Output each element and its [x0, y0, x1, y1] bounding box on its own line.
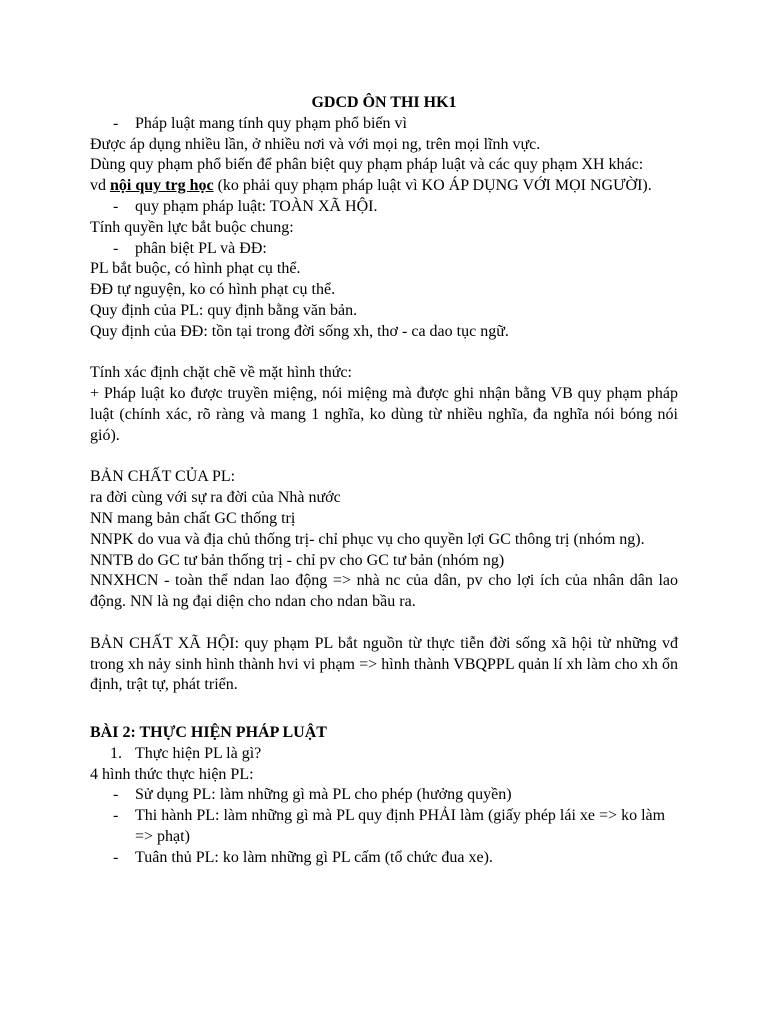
dash-marker: -: [113, 239, 119, 257]
bullet-text: Tuân thủ PL: ko làm những gì PL cấm (tổ chức đua xe).: [135, 848, 493, 866]
bullet-text: quy phạm pháp luật: TOÀN XÃ HỘI.: [135, 197, 378, 215]
paragraph: NN mang bản chất GC thống trị: [90, 509, 296, 527]
paragraph: Quy định của ĐĐ: tồn tại trong đời sống xh, thơ - ca dao tục ngữ.: [90, 322, 509, 340]
bullet-item: [90, 785, 678, 806]
dash-marker: -: [113, 786, 119, 804]
bullet-item: [90, 114, 678, 135]
paragraph: PL bắt buộc, có hình phạt cụ thể.: [90, 260, 301, 278]
emphasis-text: nội quy trg học: [110, 177, 214, 195]
bullet-text: Sử dụng PL: làm những gì mà PL cho phép (hưởng quyền): [135, 786, 512, 804]
text-run: (ko phải quy phạm pháp luật vì KO ÁP DỤNG VỚI MỌI NGƯỜI).: [213, 177, 652, 195]
text-run: vd: [90, 177, 110, 195]
paragraph: [90, 176, 678, 197]
paragraph: Tính xác định chặt chẽ về mặt hình thức:: [90, 364, 352, 382]
blank-line: [90, 613, 678, 634]
bullet-item: [90, 197, 678, 218]
bullet-item: [90, 848, 678, 869]
bullet-text: Pháp luật mang tính quy phạm phổ biến vì: [135, 114, 407, 132]
dash-marker: -: [113, 848, 119, 866]
paragraph: Quy định của PL: quy định bằng văn bản.: [90, 301, 358, 319]
paragraph: 4 hình thức thực hiện PL:: [90, 765, 254, 783]
dash-marker: -: [113, 807, 119, 825]
document-title: GDCD ÔN THI HK1: [311, 94, 457, 111]
paragraph: BẢN CHẤT XÃ HỘI: quy phạm PL bắt nguồn từ thực tiễn đời sống xã hội từ những vđ trong xh nảy sinh hình thành hvi vi phạm => hình thành VBQPPL quản lí xh làm cho xh ổn định, trật tự, phát triển.: [90, 634, 678, 694]
blank-line: [90, 343, 678, 364]
paragraph: NNTB do GC tư bản thống trị - chỉ pv cho GC tư bản (nhóm ng): [90, 551, 505, 569]
paragraph: NNXHCN - toàn thể ndan lao động => nhà nc của dân, pv cho lợi ích của nhân dân lao động. NN là ng đại diện cho ndan cho ndan bầu ra.: [90, 572, 678, 611]
numbered-item: [90, 744, 678, 765]
paragraph: Được áp dụng nhiều lần, ở nhiều nơi và với mọi ng, trên mọi lĩnh vực.: [90, 135, 541, 153]
paragraph: ĐĐ tự nguyện, ko có hình phạt cụ thể.: [90, 281, 336, 299]
paragraph: Dùng quy phạm phổ biến để phân biệt quy phạm pháp luật và các quy phạm XH khác:: [90, 156, 644, 174]
numbered-text: Thực hiện PL là gì?: [135, 744, 262, 762]
blank-line: [90, 447, 678, 468]
paragraph: + Pháp luật ko được truyền miệng, nói miệng mà được ghi nhận bằng VB quy phạm pháp luật (chính xác, rõ ràng và mang 1 nghĩa, ko dùng từ nhiều nghĩa, đa nghĩa nói bóng nói gió).: [90, 385, 678, 444]
paragraph: Tính quyền lực bắt buộc chung:: [90, 218, 294, 236]
bullet-item: [90, 806, 678, 848]
bullet-item: [90, 239, 678, 260]
section-heading: BẢN CHẤT CỦA PL:: [90, 468, 236, 486]
bullet-text: phân biệt PL và ĐĐ:: [135, 239, 267, 257]
blank-line: [90, 696, 678, 717]
dash-marker: -: [113, 197, 119, 215]
document-page: [90, 93, 678, 868]
lesson-heading: BÀI 2: THỰC HIỆN PHÁP LUẬT: [90, 723, 327, 741]
paragraph: ra đời cùng với sự ra đời của Nhà nước: [90, 489, 341, 507]
paragraph: NNPK do vua và địa chủ thống trị- chỉ phục vụ cho quyền lợi GC thông trị (nhóm ng).: [90, 530, 645, 548]
bullet-text: Thi hành PL: làm những gì mà PL quy định PHẢI làm (giấy phép lái xe => ko làm => phạt): [135, 807, 666, 845]
dash-marker: -: [113, 114, 119, 132]
number-marker: 1.: [110, 744, 122, 762]
